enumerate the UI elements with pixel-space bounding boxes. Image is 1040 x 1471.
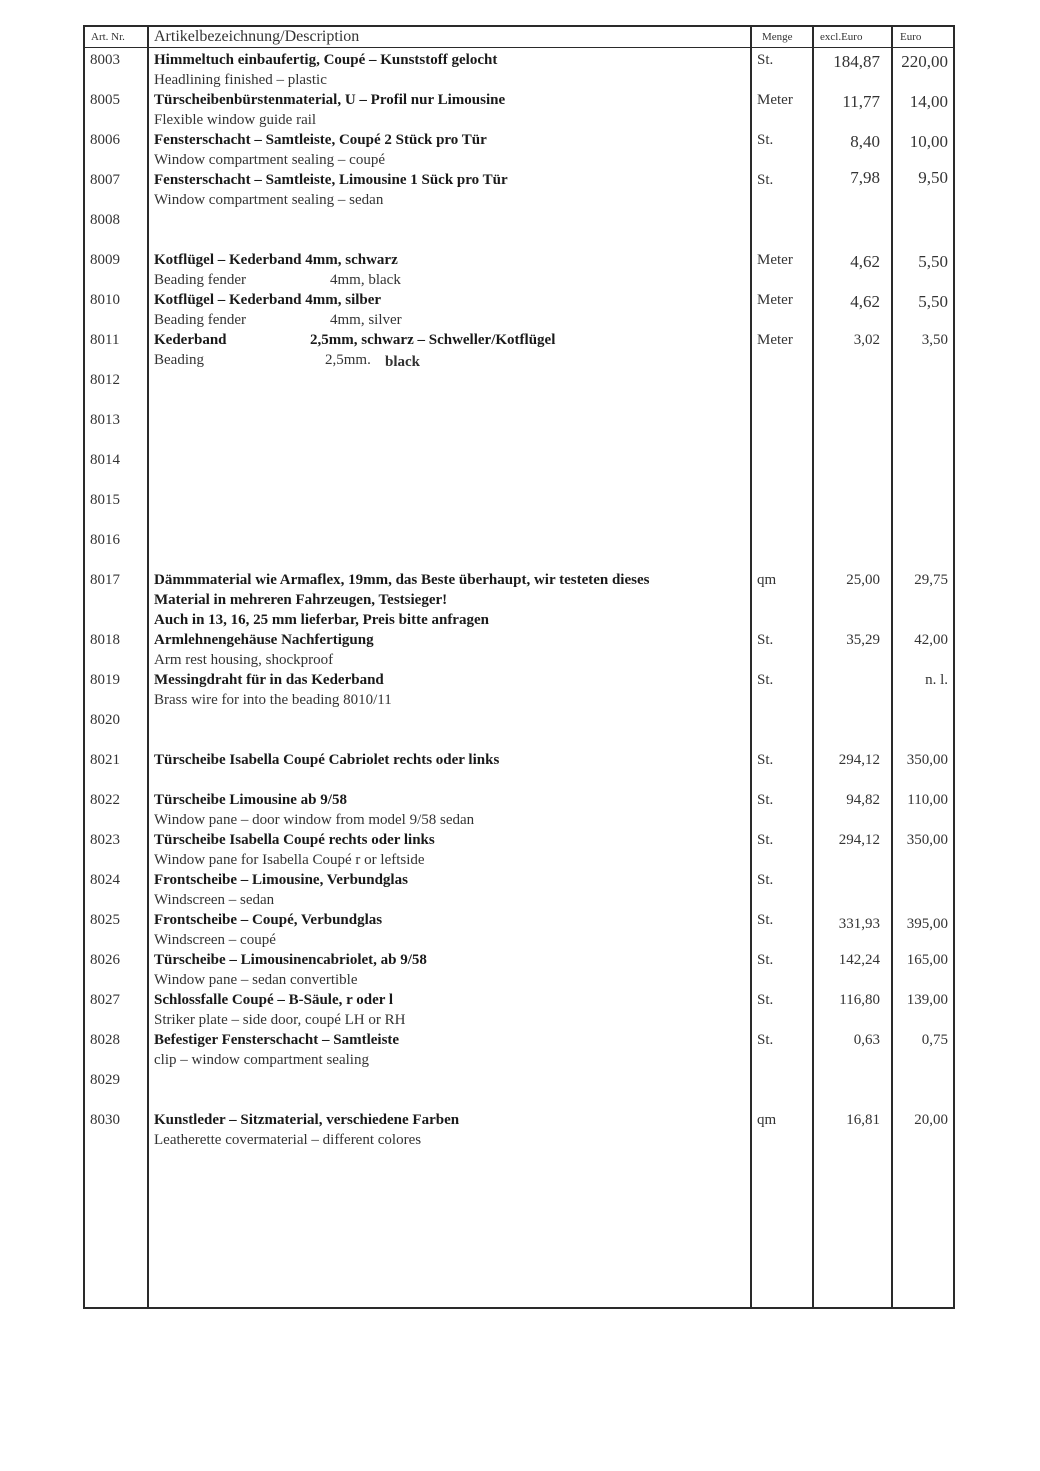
description-de: Kotflügel – Kederband 4mm, silber bbox=[154, 292, 382, 308]
column-divider bbox=[891, 25, 893, 1309]
unit: St. bbox=[757, 132, 774, 148]
article-number: 8027 bbox=[90, 992, 120, 1008]
description-de: Messingdraht für in das Kederband bbox=[154, 672, 384, 688]
article-number: 8011 bbox=[90, 332, 120, 348]
description-en: Headlining finished – plastic bbox=[154, 72, 327, 88]
description-de: Türscheibe Isabella Coupé rechts oder links bbox=[154, 832, 435, 848]
price-gross: 0,75 bbox=[921, 1032, 948, 1048]
description-de: Türscheibe – Limousinencabriolet, ab 9/58 bbox=[154, 952, 427, 968]
price-gross: 395,00 bbox=[906, 916, 948, 932]
unit: St. bbox=[757, 632, 774, 648]
header-description: Artikelbezeichnung/Description bbox=[154, 28, 360, 45]
price-gross: 10,00 bbox=[909, 132, 948, 151]
article-number: 8024 bbox=[90, 872, 120, 888]
price-net: 331,93 bbox=[838, 916, 880, 932]
description-en: Striker plate – side door, coupé LH or RH bbox=[154, 1012, 406, 1028]
price-net: 116,80 bbox=[839, 992, 880, 1008]
article-number: 8014 bbox=[90, 452, 120, 468]
article-number: 8006 bbox=[90, 132, 120, 148]
unit: St. bbox=[757, 952, 774, 968]
article-number: 8017 bbox=[90, 572, 120, 588]
article-number: 8020 bbox=[90, 712, 120, 728]
unit: St. bbox=[757, 912, 774, 928]
description-en-label: Beading bbox=[154, 352, 204, 368]
unit: Meter bbox=[757, 92, 793, 108]
unit: St. bbox=[757, 832, 774, 848]
description-en-label: Beading fender bbox=[154, 272, 247, 288]
unit: St. bbox=[757, 172, 774, 188]
unit: qm bbox=[757, 1112, 777, 1128]
unit: Meter bbox=[757, 292, 793, 308]
description-de-label: Kederband bbox=[154, 332, 227, 348]
description-en: Flexible window guide rail bbox=[154, 112, 317, 128]
article-number: 8009 bbox=[90, 252, 120, 268]
article-number: 8022 bbox=[90, 792, 120, 808]
description-de: Türscheibe Isabella Coupé Cabriolet rechts oder links bbox=[154, 752, 500, 768]
description-de: Kunstleder – Sitzmaterial, verschiedene Farben bbox=[154, 1112, 460, 1128]
price-net: 4,62 bbox=[850, 292, 880, 311]
description-en: Arm rest housing, shockproof bbox=[154, 652, 334, 668]
header-price-net: excl.Euro bbox=[820, 31, 863, 43]
description-en: clip – window compartment sealing bbox=[154, 1052, 369, 1068]
price-gross: 5,50 bbox=[918, 292, 948, 311]
header-divider bbox=[83, 47, 955, 48]
price-gross: 350,00 bbox=[906, 752, 948, 768]
unit: St. bbox=[757, 52, 774, 68]
header-price-gross: Euro bbox=[900, 31, 922, 43]
column-divider bbox=[147, 25, 149, 1309]
unit: qm bbox=[757, 572, 777, 588]
price-net: 8,40 bbox=[850, 132, 880, 151]
article-number: 8005 bbox=[90, 92, 120, 108]
description-de: Kotflügel – Kederband 4mm, schwarz bbox=[154, 252, 398, 268]
article-number: 8010 bbox=[90, 292, 120, 308]
description-de: Befestiger Fensterschacht – Samtleiste bbox=[154, 1032, 400, 1048]
description-en: Window pane for Isabella Coupé r or leftside bbox=[154, 852, 425, 868]
price-gross: 29,75 bbox=[914, 572, 948, 588]
description-en: Windscreen – sedan bbox=[154, 892, 275, 908]
price-net: 11,77 bbox=[842, 92, 880, 111]
description-de-line2: Material in mehreren Fahrzeugen, Testsieger! bbox=[154, 592, 448, 608]
price-net: 142,24 bbox=[838, 952, 880, 968]
price-gross: 110,00 bbox=[907, 792, 948, 808]
price-gross: 139,00 bbox=[906, 992, 948, 1008]
column-divider bbox=[812, 25, 814, 1309]
description-de: Frontscheibe – Limousine, Verbundglas bbox=[154, 872, 408, 888]
description-de: Frontscheibe – Coupé, Verbundglas bbox=[154, 912, 383, 928]
article-number: 8023 bbox=[90, 832, 120, 848]
description-en: Window pane – door window from model 9/58 sedan bbox=[154, 812, 475, 828]
description-de: Fensterschacht – Samtleiste, Coupé 2 Stück pro Tür bbox=[154, 132, 487, 148]
price-net: 4,62 bbox=[850, 252, 880, 271]
unit: St. bbox=[757, 992, 774, 1008]
article-number: 8013 bbox=[90, 412, 120, 428]
article-number: 8021 bbox=[90, 752, 120, 768]
unit: St. bbox=[757, 752, 774, 768]
article-number: 8015 bbox=[90, 492, 120, 508]
article-number: 8018 bbox=[90, 632, 120, 648]
description-de-line3: Auch in 13, 16, 25 mm lieferbar, Preis bitte anfragen bbox=[154, 612, 489, 628]
price-net: 0,63 bbox=[853, 1032, 880, 1048]
description-en-label: Beading fender bbox=[154, 312, 247, 328]
description-de: Dämmmaterial wie Armaflex, 19mm, das Beste überhaupt, wir testeten dieses bbox=[154, 572, 650, 588]
price-net: 184,87 bbox=[833, 52, 880, 71]
price-gross: 350,00 bbox=[906, 832, 948, 848]
description-en: Windscreen – coupé bbox=[154, 932, 276, 948]
article-number: 8007 bbox=[90, 172, 120, 188]
description-en-spec: 4mm, black bbox=[330, 272, 401, 288]
article-number: 8029 bbox=[90, 1072, 120, 1088]
article-number: 8012 bbox=[90, 372, 120, 388]
price-net: 16,81 bbox=[846, 1112, 880, 1128]
article-number: 8030 bbox=[90, 1112, 120, 1128]
unit: St. bbox=[757, 872, 774, 888]
description-en: Leatherette covermaterial – different colores bbox=[154, 1132, 422, 1148]
description-de: Armlehnengehäuse Nachfertigung bbox=[154, 632, 374, 648]
price-gross: n. l. bbox=[925, 672, 948, 688]
description-de-spec: 2,5mm, schwarz – Schweller/Kotflügel bbox=[310, 332, 556, 348]
description-en-spec: 2,5mm. bbox=[325, 352, 371, 368]
header-quantity: Menge bbox=[762, 31, 793, 43]
description-en-spec: 4mm, silver bbox=[330, 312, 402, 328]
unit: St. bbox=[757, 792, 774, 808]
description-de: Schlossfalle Coupé – B-Säule, r oder l bbox=[154, 992, 394, 1008]
description-en: Window compartment sealing – sedan bbox=[154, 192, 384, 208]
description-de: Türscheibe Limousine ab 9/58 bbox=[154, 792, 347, 808]
description-de: Fensterschacht – Samtleiste, Limousine 1 Sück pro Tür bbox=[154, 172, 508, 188]
article-number: 8028 bbox=[90, 1032, 120, 1048]
price-gross: 165,00 bbox=[906, 952, 948, 968]
description-en: Window pane – sedan convertible bbox=[154, 972, 358, 988]
unit: St. bbox=[757, 1032, 774, 1048]
price-gross: 5,50 bbox=[918, 252, 948, 271]
column-divider bbox=[750, 25, 752, 1309]
price-net: 294,12 bbox=[838, 752, 880, 768]
price-net: 94,82 bbox=[846, 792, 880, 808]
price-net: 35,29 bbox=[846, 632, 880, 648]
price-net: 294,12 bbox=[838, 832, 880, 848]
article-number: 8019 bbox=[90, 672, 120, 688]
description-en: Brass wire for into the beading 8010/11 bbox=[154, 692, 392, 708]
price-gross: 3,50 bbox=[921, 332, 948, 348]
article-number: 8003 bbox=[90, 52, 120, 68]
header-art-nr: Art. Nr. bbox=[91, 31, 125, 43]
price-gross: 20,00 bbox=[914, 1112, 948, 1128]
unit: St. bbox=[757, 672, 774, 688]
article-number: 8008 bbox=[90, 212, 120, 228]
price-gross: 220,00 bbox=[901, 52, 948, 71]
unit: Meter bbox=[757, 252, 793, 268]
description-de: Türscheibenbürstenmaterial, U – Profil nur Limousine bbox=[154, 92, 506, 108]
article-number: 8016 bbox=[90, 532, 120, 548]
price-net: 7,98 bbox=[850, 168, 880, 187]
description-de: Himmeltuch einbaufertig, Coupé – Kunststoff gelocht bbox=[154, 52, 498, 68]
description-en: Window compartment sealing – coupé bbox=[154, 152, 385, 168]
price-gross: 14,00 bbox=[909, 92, 948, 111]
unit: Meter bbox=[757, 332, 793, 348]
price-net: 25,00 bbox=[846, 572, 880, 588]
price-gross: 9,50 bbox=[918, 168, 948, 187]
price-net: 3,02 bbox=[853, 332, 880, 348]
description-en-color: black bbox=[385, 354, 421, 370]
article-number: 8025 bbox=[90, 912, 120, 928]
article-number: 8026 bbox=[90, 952, 120, 968]
price-gross: 42,00 bbox=[914, 632, 948, 648]
